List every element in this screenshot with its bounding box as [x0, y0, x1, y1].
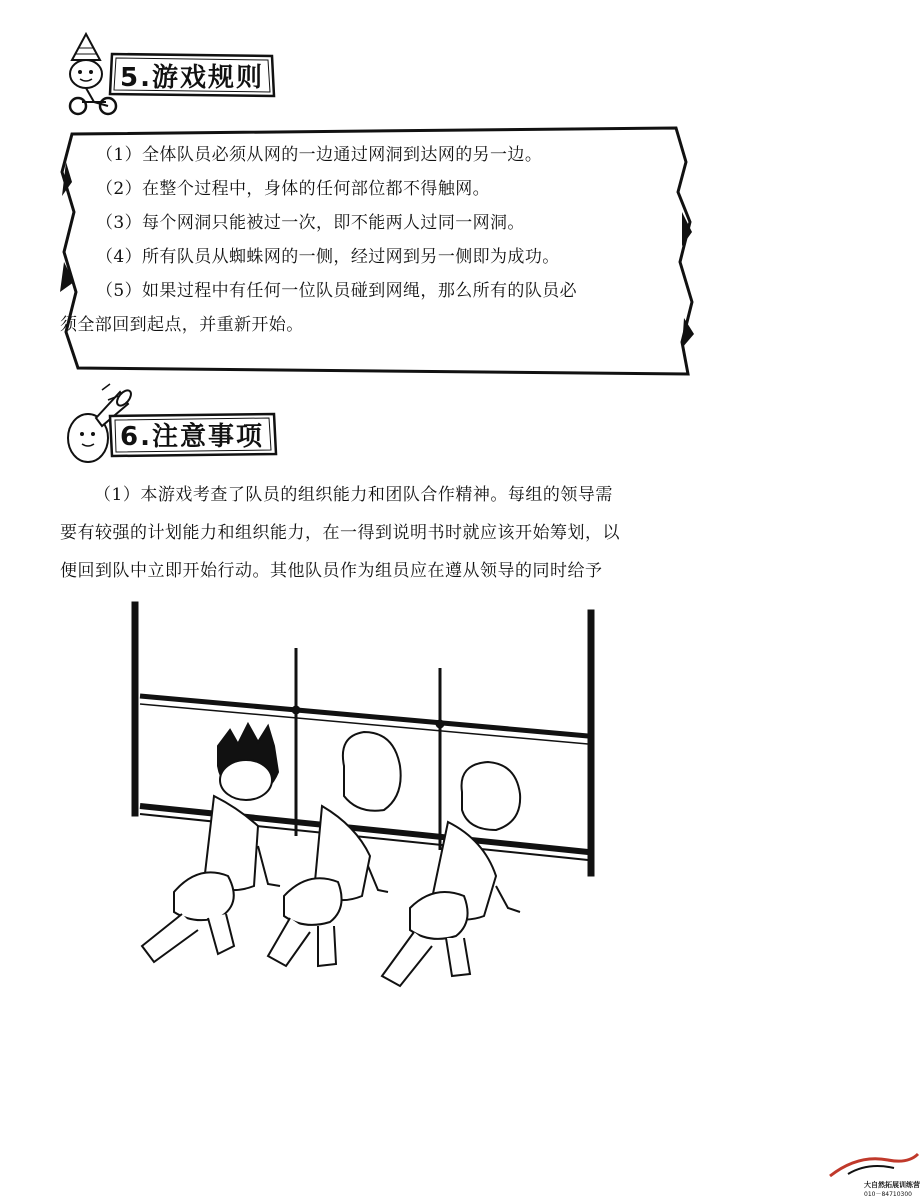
- rule-item: （1）全体队员必须从网的一边通过网洞到达网的另一边。: [96, 145, 543, 165]
- section-5-title: 5.游戏规则: [120, 62, 264, 93]
- kid-spiky-hair: [142, 724, 280, 962]
- rule-item: （3）每个网洞只能被过一次，即不能两人过同一网洞。: [96, 213, 525, 233]
- notes-paragraph: （1）本游戏考查了队员的组织能力和团队合作精神。每组的领导需 要有较强的计划能力和组织能力，在一得到说明书时就应该开始筹划，以 便回到队中立即开始行动。其他队员作为组员应在遵从领导的同时给予: [60, 485, 620, 581]
- training-camp-logo: 大自然拓展训练营 010－84710300: [828, 1150, 920, 1196]
- rule-item: （4）所有队员从蜘蛛网的一侧，经过网到另一侧即为成功。: [96, 247, 560, 267]
- rule-item: （2）在整个过程中，身体的任何部位都不得触网。: [96, 179, 491, 199]
- kid-short-hair: [382, 762, 520, 986]
- section-5-title-banner: [108, 50, 276, 100]
- rule-item: （5）如果过程中有任何一位队员碰到网绳，那么所有的队员必 须全部回到起点，并重新开始。: [60, 281, 578, 335]
- kid-long-hair: [268, 732, 401, 966]
- logo-swoosh-icon: [828, 1150, 920, 1180]
- section-6-title: 6.注意事项: [120, 421, 264, 452]
- kids-at-window-illustration: [118, 596, 618, 1016]
- rules-list: [60, 138, 676, 342]
- section-6-title-banner: [106, 410, 278, 458]
